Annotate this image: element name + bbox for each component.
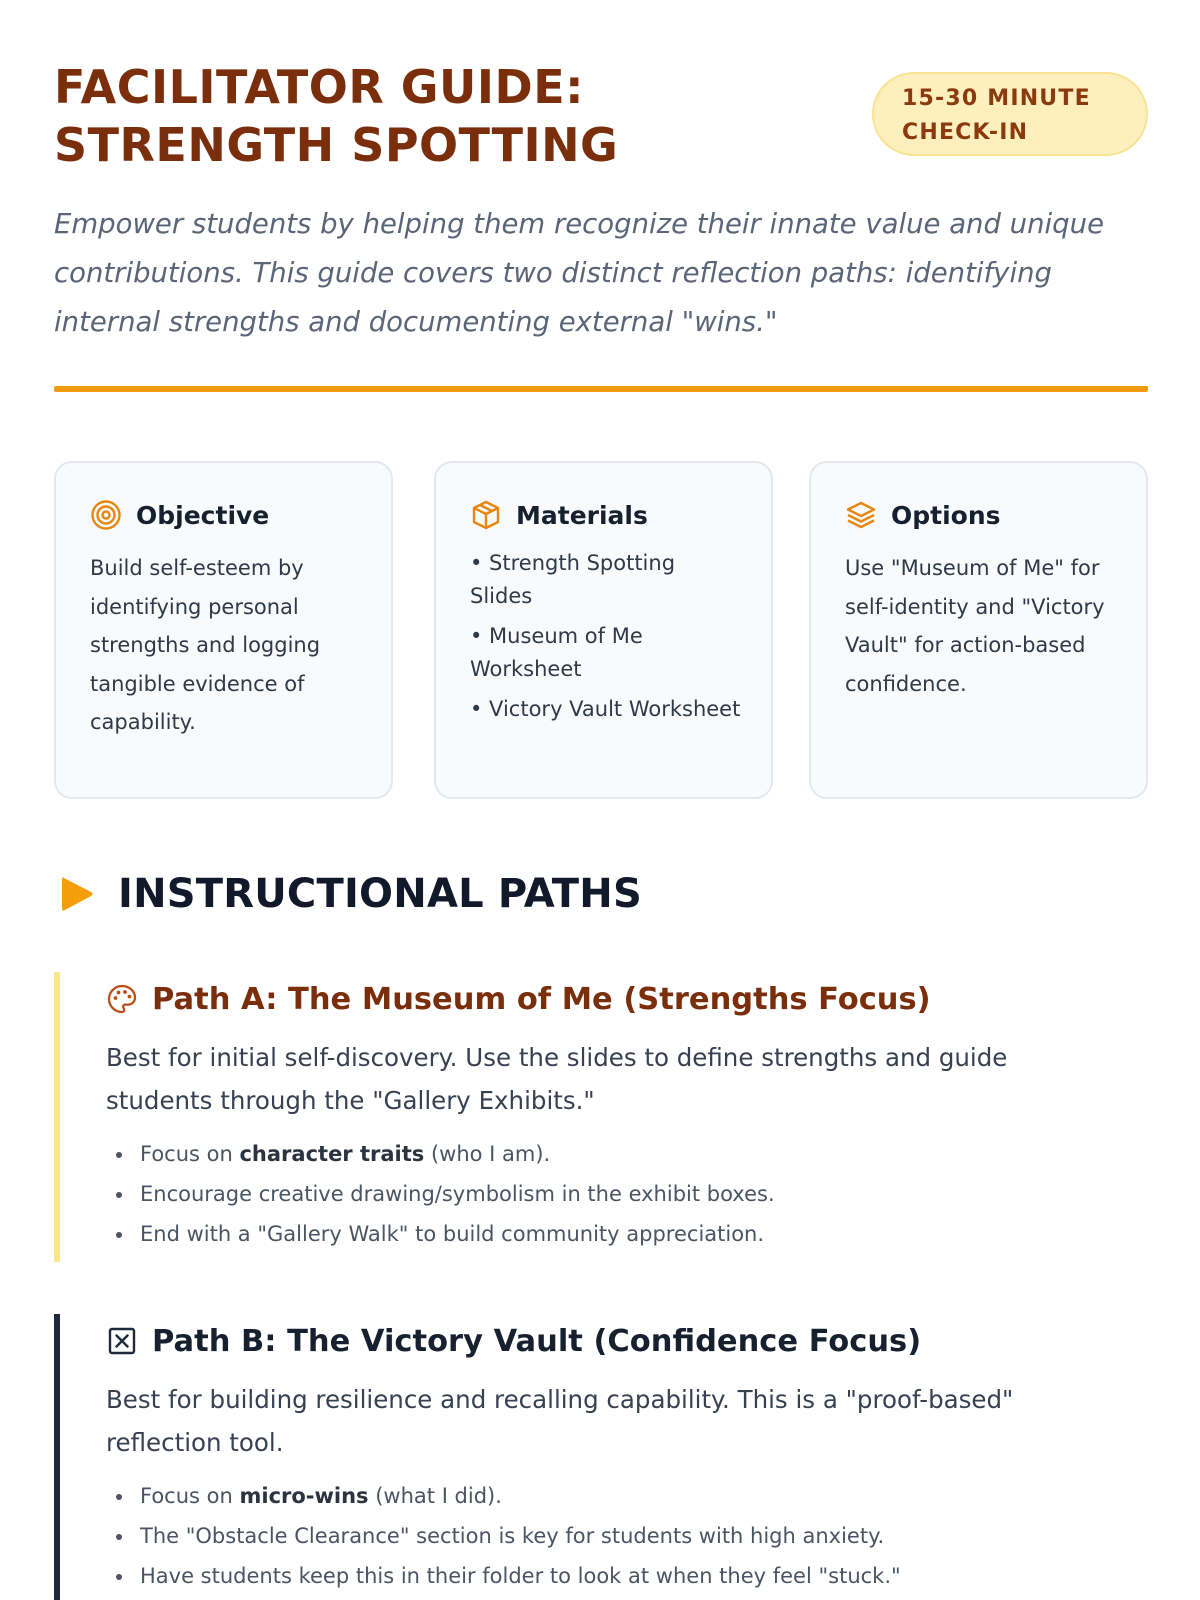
list-item-emphasis: micro-wins (239, 1484, 369, 1508)
list-item-text: End with a "Gallery Walk" to build community appreciation. (140, 1222, 765, 1246)
page-title-line2: STRENGTH SPOTTING (54, 118, 619, 172)
path-b-header (106, 1318, 1154, 1364)
objective-card-title: Objective (136, 500, 270, 530)
path-a-title: Path A: The Museum of Me (Strengths Focus) (152, 981, 931, 1017)
section-heading (58, 864, 642, 924)
list-item (106, 1476, 1154, 1516)
options-card-body: Use "Museum of Me" for self-identity and "Victory Vault" for action-based confidence. (845, 556, 1105, 696)
page-title (54, 58, 814, 174)
section-heading-text: INSTRUCTIONAL PATHS (118, 871, 642, 917)
materials-card (434, 461, 773, 799)
list-item-text: Focus on (140, 1142, 240, 1166)
materials-card-header (470, 495, 741, 535)
path-b-description: Best for building resilience and recalling capability. This is a "proof-based" reflection tool. (106, 1385, 1014, 1457)
list-item (106, 1134, 1154, 1174)
list-item-text: Encourage creative drawing/symbolism in the exhibit boxes. (140, 1182, 775, 1206)
box-icon (470, 499, 502, 531)
list-item (106, 1214, 1154, 1254)
vault-icon (106, 1325, 138, 1357)
page-header (54, 58, 1148, 172)
path-a-list (106, 1134, 1154, 1254)
list-item-text: (who I am). (424, 1142, 551, 1166)
layers-icon (845, 499, 877, 531)
list-item: • Museum of Me Worksheet (470, 624, 643, 681)
page-title-line1: FACILITATOR GUIDE: (54, 60, 585, 114)
list-item-emphasis: character traits (239, 1142, 425, 1166)
list-item: • Strength Spotting Slides (470, 551, 676, 608)
options-card-title: Options (891, 500, 1001, 530)
path-b-title: Path B: The Victory Vault (Confidence Focus) (152, 1323, 922, 1359)
list-item (106, 1516, 1154, 1556)
info-cards (54, 461, 1148, 799)
list-item (106, 1556, 1154, 1596)
target-icon (90, 499, 122, 531)
play-icon (58, 872, 96, 916)
path-a-header (106, 976, 1154, 1022)
options-card (809, 461, 1148, 799)
intro-text: Empower students by helping them recognize their innate value and unique contributions. This guide covers two distinct reflection paths: identifying internal strengths and documenting external "wins." (54, 208, 1104, 338)
path-b-section (54, 1314, 1154, 1600)
path-b-list (106, 1476, 1154, 1596)
duration-badge-line1: 15-30 MINUTE (902, 86, 1091, 111)
list-item-text: Have students keep this in their folder to look at when they feel "stuck." (140, 1564, 901, 1588)
options-card-header (845, 495, 1116, 535)
list-item: • Victory Vault Worksheet (470, 697, 741, 721)
materials-card-title: Materials (516, 500, 648, 530)
divider (54, 386, 1148, 392)
duration-badge (872, 72, 1148, 156)
list-item-text: The "Obstacle Clearance" section is key for students with high anxiety. (140, 1524, 885, 1548)
path-a-description: Best for initial self-discovery. Use the slides to define strengths and guide students through the "Gallery Exhibits." (106, 1043, 1008, 1115)
list-item-text: Focus on (140, 1484, 240, 1508)
list-item-text: (what I did). (368, 1484, 502, 1508)
palette-icon (106, 983, 138, 1015)
objective-card-body: Build self-esteem by identifying personal strengths and logging tangible evidence of capability. (90, 556, 321, 734)
objective-card-header (90, 495, 361, 535)
list-item (106, 1174, 1154, 1214)
path-a-section (54, 972, 1154, 1262)
objective-card (54, 461, 393, 799)
duration-badge-line2: CHECK-IN (902, 120, 1029, 145)
materials-list (470, 547, 741, 726)
